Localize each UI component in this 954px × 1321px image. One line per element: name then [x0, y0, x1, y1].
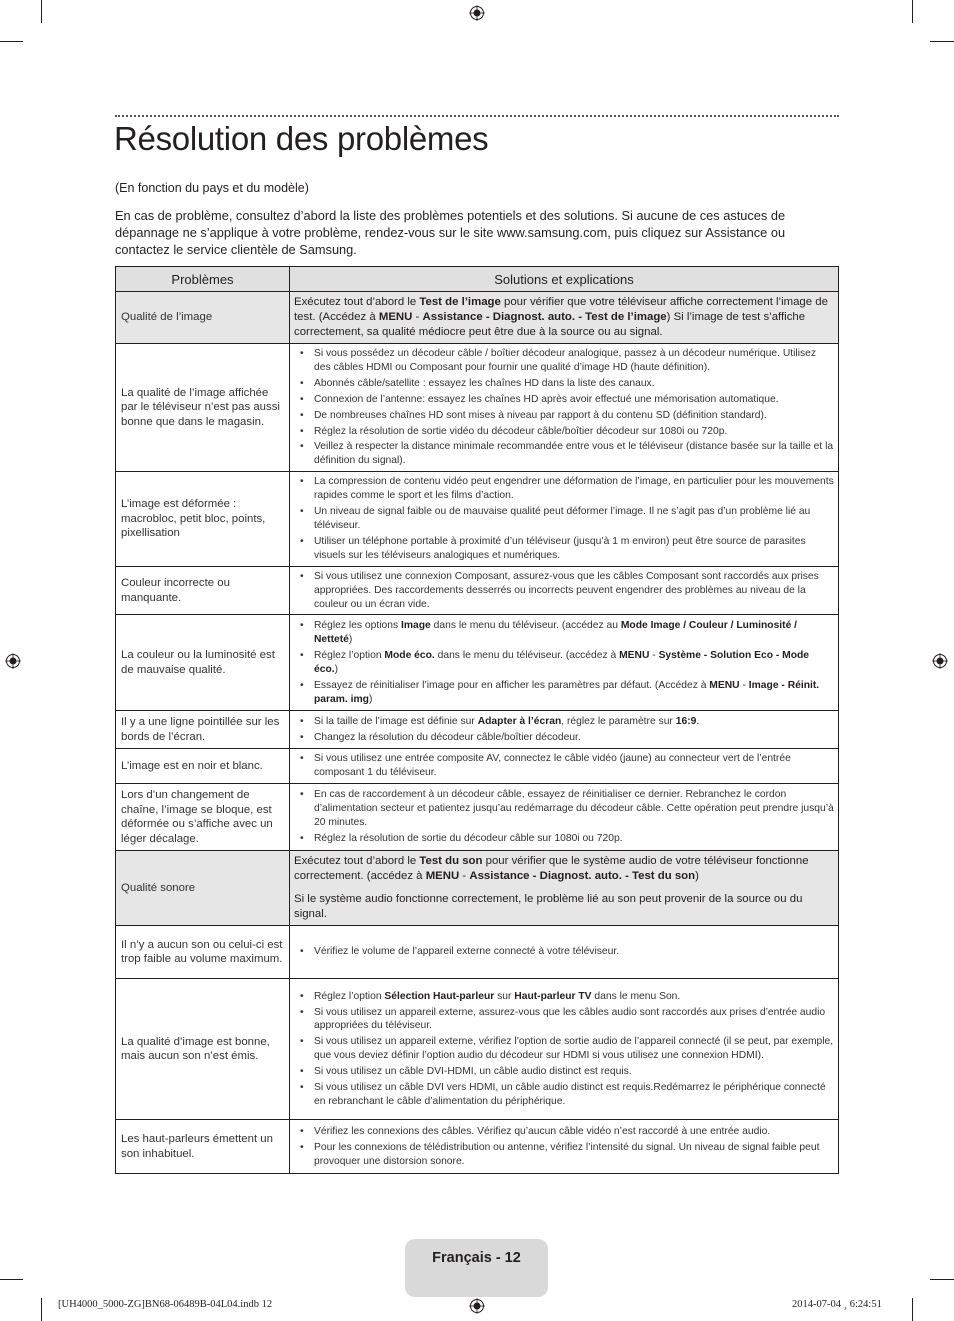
table-row [116, 979, 839, 1120]
crop-mark [0, 1279, 23, 1280]
crop-mark [41, 1298, 42, 1321]
problem-cell: Il y a une ligne pointillée sur les bords de l’écran. [116, 711, 290, 749]
print-slug-file: [UH4000_5000-ZG]BN68-06489B-04L04.indb 12 [58, 1299, 273, 1310]
list-item: • Si vous utilisez un appareil externe, assurez-vous que les câbles audio sont raccordés aux prises d’entrée audio appropriées du téléviseur. [314, 1006, 834, 1034]
solution-keyword: Mode Image / Couleur / Luminosité / Netteté [314, 620, 798, 646]
table-row [116, 926, 839, 979]
solution-cell [290, 926, 839, 979]
solution-keyword: Adapter à l’écran [477, 716, 562, 727]
list-item: • Veillez à respecter la distance minimale recommandée entre vous et le téléviseur (distance basée sur la taille et la définition du signal). [314, 440, 834, 468]
list-item [314, 619, 834, 647]
solution-cell [290, 979, 839, 1120]
solution-text: - [739, 679, 749, 691]
list-item: • Un niveau de signal faible ou de mauvaise qualité peut déformer l’image. Il ne s’agit pas d’un problème lié au téléviseur. [314, 505, 834, 533]
solution-text: ) Si l’image de test s’affiche correctement, sa qualité médiocre peut être due à la source ou au signal. [294, 311, 806, 338]
table-row [116, 344, 839, 472]
solution-cell [290, 784, 839, 851]
column-header-problems: Problèmes [116, 267, 290, 292]
solution-paragraph [294, 854, 834, 884]
solution-keyword: 16:9 [675, 716, 697, 727]
solution-text: ) [348, 634, 353, 646]
solution-keyword: Image [401, 620, 431, 632]
problem-cell: L’image est déformée : macrobloc, petit bloc, points, pixellisation [116, 472, 290, 566]
solution-cell [290, 344, 839, 472]
solution-keyword: MENU [709, 679, 740, 691]
registration-mark-icon [469, 5, 485, 21]
table-row [116, 711, 839, 749]
table-header-row [116, 267, 839, 292]
problem-cell: Qualité de l’image [116, 292, 290, 344]
page-number-label: Français - 12 [432, 1250, 521, 1266]
crop-mark [912, 1298, 913, 1321]
solution-keyword: Test du son [419, 855, 483, 868]
solution-text: Exécutez tout d’abord le [294, 296, 420, 308]
solution-keyword: Image - Réinit. param. img [314, 679, 820, 705]
table-row [116, 749, 839, 784]
solution-keyword: MENU [619, 650, 650, 661]
solution-cell [290, 749, 839, 784]
print-slug-date: 2014-07-04 ¸ 6:24:51 [792, 1299, 882, 1310]
list-item: • Connexion de l’antenne: essayez les chaînes HD après avoir effectué une mémorisation automatique. [314, 393, 834, 407]
crop-mark [930, 41, 954, 42]
table-row [116, 472, 839, 566]
solution-keyword: Système - Solution Eco - Mode éco. [314, 650, 810, 675]
solution-text: Réglez les options [314, 620, 402, 632]
list-item [314, 679, 834, 707]
solution-keyword: Haut-parleur TV [514, 990, 592, 1002]
list-item: • Pour les connexions de télédistribution ou antenne, vérifiez l’intensité du signal. Un niveau de signal faible peut provoquer une distorsion sonore. [314, 1141, 834, 1169]
solution-keyword: Assistance - Diagnost. auto. - Test du son [469, 870, 696, 883]
solution-text: ) [368, 693, 373, 705]
list-item: • Utiliser un téléphone portable à proximité d’un téléviseur (jusqu’à 1 m environ) peut être source de parasites visuels sur les téléviseurs analogiques et numériques. [314, 535, 834, 563]
solution-text: pour vérifier que votre téléviseur affiche correctement l’image de test. (Accédez à [294, 296, 828, 323]
solution-text: - [459, 870, 470, 883]
list-item [314, 990, 834, 1004]
solution-cell [290, 1120, 839, 1174]
solution-text: sur [494, 990, 515, 1002]
list-item: • Abonnés câble/satellite : essayez les chaînes HD dans la liste des canaux. [314, 377, 834, 391]
solution-cell [290, 711, 839, 749]
problem-cell: Qualité sonore [116, 851, 290, 926]
intro-paragraph: En cas de problème, consultez d’abord la liste des problèmes potentiels et des solutions. Si aucune de ces astuces de dépannage ne s’applique à votre problème, rendez-vous sur le site www.samsung.com, puis cliquez sur Assistance ou contactez le service clientèle de Samsung. [115, 208, 786, 257]
solution-keyword: Test de l’image [419, 296, 501, 308]
solution-text: dans le menu Son. [591, 990, 681, 1002]
list-item: • En cas de raccordement à un décodeur câble, essayez de réinitialiser ce dernier. Rebranchez le cordon d’alimentation secteur et patientez jusqu’au redémarrage du décodeur câble. Cette opération peut prendre jusqu’à 20 minutes. [314, 788, 834, 830]
title-divider [115, 115, 839, 117]
crop-mark [41, 0, 42, 23]
solution-keyword: Sélection Haut-parleur [384, 990, 495, 1002]
solution-cell [290, 566, 839, 615]
table-row [116, 292, 839, 344]
page-number-tab [405, 1239, 548, 1297]
list-item: • Si vous utilisez un appareil externe, vérifiez l’option de sortie audio de l’appareil connecté (il se peut, par exemple, que vous deviez définir l’option audio du décodeur sur HDMI si vous utilisez une connexion HDMI). [314, 1035, 834, 1063]
list-item: • Si vous possédez un décodeur câble / boîtier décodeur analogique, passez à un décodeur numérique. Utilisez des câbles HDMI ou Composant pour fournir une qualité d’image HD (haute définition). [314, 347, 834, 375]
list-item [314, 649, 834, 677]
solution-text: . [696, 716, 700, 727]
solution-text: Exécutez tout d’abord le [294, 855, 420, 868]
problem-cell: La qualité d’image est bonne, mais aucun son n’est émis. [116, 979, 290, 1120]
solution-text: dans le menu du téléviseur. (accédez au [430, 620, 621, 632]
list-item: • Si vous utilisez un câble DVI-HDMI, un câble audio distinct est requis. [314, 1065, 834, 1079]
solution-text: ) [695, 870, 699, 883]
crop-mark [930, 1279, 954, 1280]
list-item: • Réglez la résolution de sortie vidéo du décodeur câble/boîtier décodeur sur 1080i ou 720p. [314, 425, 834, 439]
solution-text: Réglez l’option [314, 990, 385, 1002]
solution-text: , réglez le paramètre sur [561, 716, 676, 727]
table-row [116, 851, 839, 926]
problem-cell: Lors d’un changement de chaîne, l’image se bloque, est déformée ou s’affiche avec un léger décalage. [116, 784, 290, 851]
crop-mark [912, 0, 913, 23]
solution-text: ) [334, 663, 339, 675]
solution-text: pour vérifier que le système audio de votre téléviseur fonctionne correctement. (accédez à [294, 855, 809, 883]
solution-cell [290, 615, 839, 711]
solution-text: dans le menu du téléviseur. (accédez à [434, 650, 620, 661]
solution-keyword: Mode éco. [384, 650, 435, 661]
solution-text: - [649, 650, 659, 661]
table-row [116, 784, 839, 851]
list-item: • La compression de contenu vidéo peut engendrer une déformation de l’image, en particulier pour les mouvements rapides comme le sport et les films d’action. [314, 475, 834, 503]
solution-text: Essayez de réinitialiser l’image pour en afficher les paramètres par défaut. (Accédez à [314, 679, 710, 691]
list-item: • Si vous utilisez un câble DVI vers HDMI, un câble audio distinct est requis.Redémarrez le périphérique connecté en rebranchant le câble d’alimentation du périphérique. [314, 1081, 834, 1109]
list-item: • Réglez la résolution de sortie du décodeur câble sur 1080i ou 720p. [314, 832, 834, 846]
registration-mark-icon [469, 1298, 485, 1314]
table-row [116, 615, 839, 711]
solution-text: Si la taille de l’image est définie sur [314, 716, 478, 727]
list-item [314, 715, 834, 729]
list-item: • Si vous utilisez une connexion Composant, assurez-vous que les câbles Composant sont raccordés aux prises appropriées. Des raccordements desserrés ou incorrects peuvent engendrer des problèmes au niveau de la couleur ou un écran vide. [314, 570, 834, 612]
solution-cell [290, 851, 839, 926]
list-item: • Si vous utilisez une entrée composite AV, connectez le câble vidéo (jaune) au connecteur vert de l’entrée composant 1 du téléviseur. [314, 752, 834, 780]
list-item: • Vérifiez les connexions des câbles. Vérifiez qu’aucun câble vidéo n’est raccordé à une entrée audio. [314, 1125, 834, 1139]
table-row [116, 566, 839, 615]
solution-keyword: MENU [378, 311, 413, 323]
problem-cell: La couleur ou la luminosité est de mauvaise qualité. [116, 615, 290, 711]
problem-cell: Couleur incorrecte ou manquante. [116, 566, 290, 615]
solution-text: - [412, 311, 423, 323]
troubleshooting-table [115, 266, 839, 1174]
list-item: • Changez la résolution du décodeur câble/boîtier décodeur. [314, 731, 834, 745]
problem-cell: Il n’y a aucun son ou celui-ci est trop faible au volume maximum. [116, 926, 290, 979]
list-item: • Vérifiez le volume de l’appareil externe connecté à votre téléviseur. [314, 945, 834, 959]
solution-cell [290, 472, 839, 566]
registration-mark-icon [5, 653, 21, 669]
problem-cell: L’image est en noir et blanc. [116, 749, 290, 784]
registration-mark-icon [932, 653, 948, 669]
region-note: (En fonction du pays et du modèle) [115, 181, 309, 195]
solution-text: Réglez l’option [314, 650, 385, 661]
solution-cell [290, 292, 839, 344]
problem-cell: La qualité de l’image affichée par le téléviseur n’est pas aussi bonne que dans le magasin. [116, 344, 290, 472]
solution-paragraph: Si le système audio fonctionne correctement, le problème lié au son peut provenir de la source ou du signal. [294, 893, 803, 921]
solution-keyword: Assistance - Diagnost. auto. - Test de l’image [422, 311, 667, 323]
column-header-solutions: Solutions et explications [290, 267, 839, 292]
solution-keyword: MENU [425, 870, 460, 883]
table-row [116, 1120, 839, 1174]
problem-cell: Les haut-parleurs émettent un son inhabituel. [116, 1120, 290, 1174]
crop-mark [0, 41, 23, 42]
list-item: • De nombreuses chaînes HD sont mises à niveau par rapport à du contenu SD (définition standard). [314, 409, 834, 423]
page-title: Résolution des problèmes [114, 120, 489, 157]
